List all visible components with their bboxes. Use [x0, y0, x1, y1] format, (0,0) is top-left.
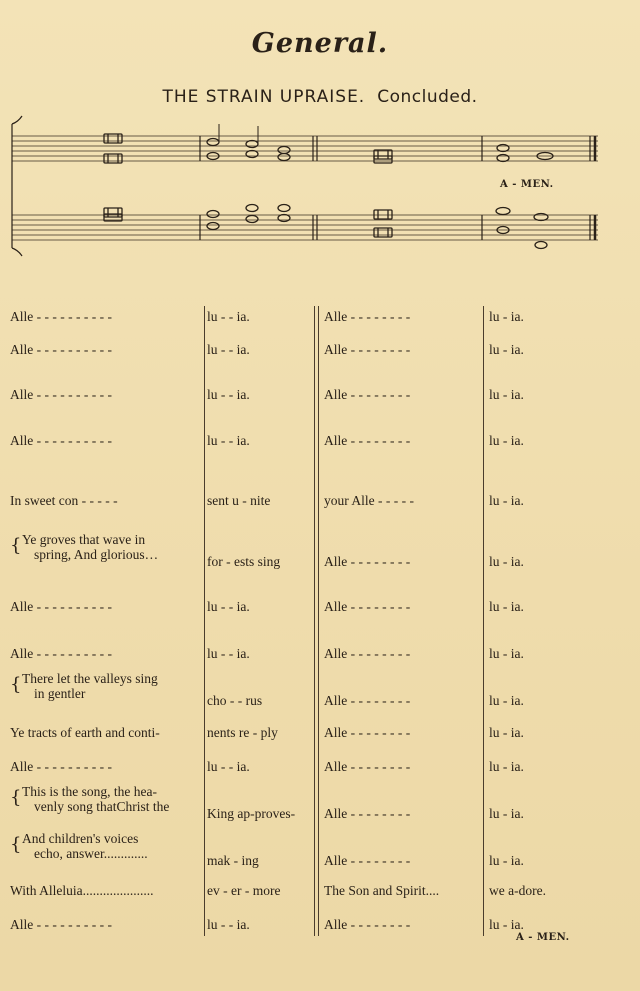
- lyric-cell-2: lu - - ia.: [207, 599, 250, 614]
- lyric-cell-4: lu - ia.: [489, 554, 524, 569]
- lyric-cell-2: ev - er - more: [207, 883, 281, 898]
- lyric-cell-3: Alle - - - - - - - -: [324, 917, 411, 932]
- lyric-cell-4: lu - ia.: [489, 693, 524, 708]
- lyrics-row: [0, 388, 640, 428]
- lyric-cell-4: lu - ia.: [489, 853, 524, 868]
- hymn-subtitle: Concluded.: [377, 87, 478, 107]
- lyric-cell-1: Alle - - - - - - - - - -: [10, 387, 112, 402]
- lyrics-row: [0, 494, 640, 534]
- lyric-cell-2: cho - - rus: [207, 693, 263, 708]
- lyric-cell-3: your Alle - - - - -: [324, 493, 414, 508]
- lyric-cell-4: lu - ia.: [489, 309, 524, 324]
- lyric-cell-3: Alle - - - - - - - -: [324, 693, 411, 708]
- lyric-line-1: There let the valleys sing: [22, 671, 158, 686]
- lyric-cell-4: lu - ia.: [489, 806, 524, 821]
- brace-mark: {: [10, 535, 22, 556]
- lyric-cell-2: lu - - ia.: [207, 759, 250, 774]
- lyric-cell-3: The Son and Spirit....: [324, 883, 440, 898]
- lyric-cell-2: nents re - ply: [207, 725, 278, 740]
- lyric-line-1: And children's voices: [22, 831, 139, 846]
- brace-mark: {: [10, 787, 22, 808]
- lyric-cell-3: Alle - - - - - - - -: [324, 646, 411, 661]
- brace-mark: {: [10, 834, 22, 855]
- lyric-cell-2: lu - - ia.: [207, 917, 250, 932]
- lyric-cell-1: Ye tracts of earth and conti-: [10, 725, 160, 740]
- lyric-cell-4: lu - ia.: [489, 342, 524, 357]
- lyrics-row: [0, 434, 640, 474]
- lyric-line-2: spring, And glorious…: [34, 547, 159, 562]
- lyric-cell-3: Alle - - - - - - - -: [324, 725, 411, 740]
- lyric-cell-4: lu - ia.: [489, 759, 524, 774]
- lyric-cell-1: Alle - - - - - - - - - -: [10, 433, 112, 448]
- lyric-cell-3: Alle - - - - - - - -: [324, 433, 411, 448]
- lyric-cell-2: lu - - ia.: [207, 646, 250, 661]
- lyric-cell-1: Alle - - - - - - - - - -: [10, 342, 112, 357]
- lyric-cell-2: lu - - ia.: [207, 387, 250, 402]
- lyric-line-2: in gentler: [34, 686, 86, 701]
- lyric-cell-2: King ap-proves-: [207, 806, 296, 821]
- lyric-line-1: Ye groves that wave in: [22, 532, 146, 547]
- lyric-cell-2: for - ests sing: [207, 554, 281, 569]
- lyric-cell-4: lu - ia.: [489, 493, 524, 508]
- lyrics-row: [0, 671, 640, 720]
- lyric-cell-3: Alle - - - - - - - -: [324, 806, 411, 821]
- lyric-cell-2: lu - - ia.: [207, 433, 250, 448]
- lyric-cell-3: Alle - - - - - - - -: [324, 599, 411, 614]
- lyric-cell-2: sent u - nite: [207, 493, 271, 508]
- lyric-cell-1: Alle - - - - - - - - - -: [10, 599, 112, 614]
- lyric-cell-3: Alle - - - - - - - -: [324, 759, 411, 774]
- lyric-cell-2: lu - - ia.: [207, 342, 250, 357]
- lyric-cell-4: we a-dore.: [489, 883, 546, 898]
- lyric-cell-4: lu - ia.: [489, 387, 524, 402]
- lyric-line-1: This is the song, the hea-: [22, 784, 157, 799]
- lyric-cell-3: Alle - - - - - - - -: [324, 853, 411, 868]
- lyric-cell-2: lu - - ia.: [207, 309, 250, 324]
- hymn-title: THE STRAIN UPRAISE.: [162, 87, 366, 107]
- lyrics-row: [0, 600, 640, 640]
- lyric-line-2: venly song thatChrist the: [34, 799, 170, 814]
- lyric-cell-1: Alle - - - - - - - - - -: [10, 759, 112, 774]
- lyric-cell-3: Alle - - - - - - - -: [324, 309, 411, 324]
- lyric-cell-1: Alle - - - - - - - - - -: [10, 309, 112, 324]
- lyric-line-2: echo, answer.............: [34, 846, 148, 861]
- lyrics-row: [0, 343, 640, 383]
- section-title: General.: [251, 28, 389, 59]
- lyric-cell-4: lu - ia.: [489, 433, 524, 448]
- lyric-cell-3: Alle - - - - - - - -: [324, 342, 411, 357]
- lyrics-row: [0, 831, 640, 880]
- lyric-cell-4: lu - ia.: [489, 917, 524, 932]
- lyric-cell-1: With Alleluia.....................: [10, 883, 154, 898]
- lyric-cell-1: Alle - - - - - - - - - -: [10, 917, 112, 932]
- lyric-cell-4: lu - ia.: [489, 646, 524, 661]
- lyric-cell-1: In sweet con - - - - -: [10, 493, 118, 508]
- lyric-cell-2: mak - ing: [207, 853, 259, 868]
- lyric-cell-3: Alle - - - - - - - -: [324, 387, 411, 402]
- footer-amen-label: A - MEN.: [516, 932, 570, 943]
- lyrics-row: [0, 784, 640, 833]
- lyric-cell-4: lu - ia.: [489, 725, 524, 740]
- lyrics-row: [0, 532, 640, 581]
- brace-mark: {: [10, 674, 22, 695]
- lyric-cell-1: Alle - - - - - - - - - -: [10, 646, 112, 661]
- staff-amen-label: A - MEN.: [500, 179, 554, 190]
- lyric-cell-3: Alle - - - - - - - -: [324, 554, 411, 569]
- lyric-cell-4: lu - ia.: [489, 599, 524, 614]
